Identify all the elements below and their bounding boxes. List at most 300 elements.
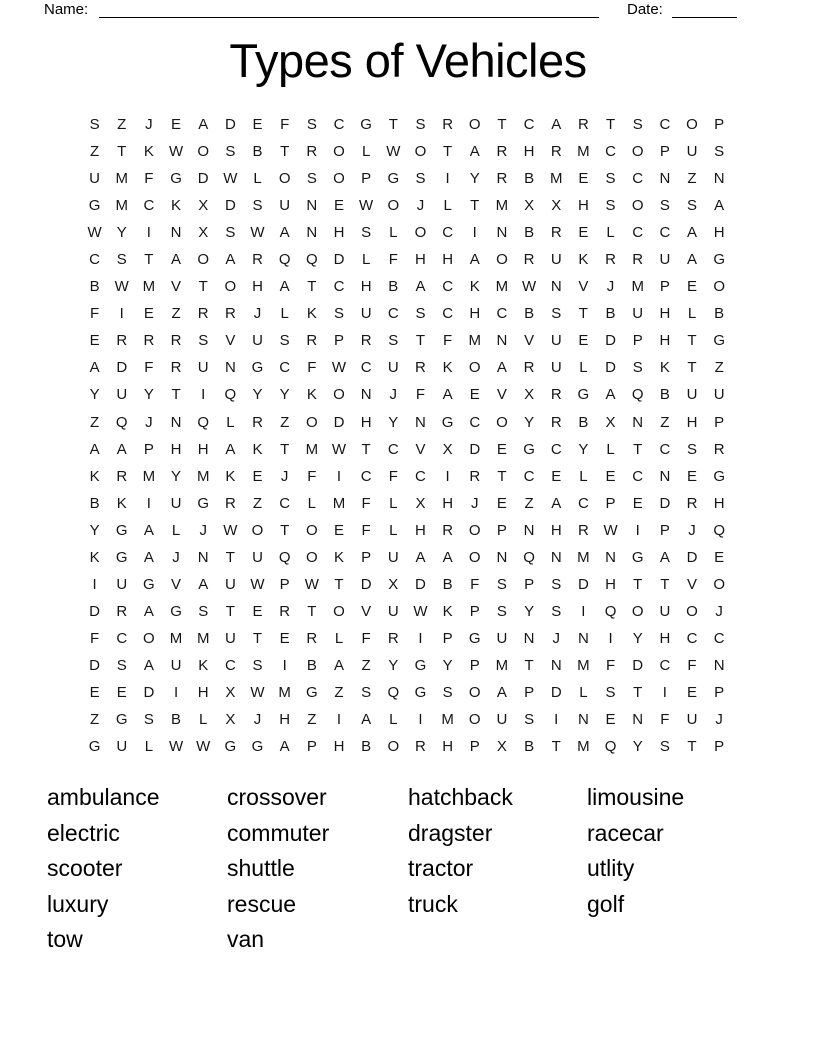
grid-letter: E [605, 711, 616, 729]
grid-letter: N [632, 413, 644, 431]
grid-letter: C [387, 305, 399, 323]
grid-letter: J [253, 305, 262, 323]
grid-letter: X [524, 197, 535, 215]
grid-letter: R [143, 332, 155, 350]
grid-letter: F [415, 386, 426, 404]
grid-letter: N [496, 332, 508, 350]
grid-letter: U [550, 332, 562, 350]
word-list [47, 780, 762, 958]
grid-letter: N [659, 170, 671, 188]
grid-letter: A [333, 656, 344, 674]
grid-letter: R [224, 305, 236, 323]
grid-row [81, 625, 733, 652]
grid-letter: Y [442, 656, 453, 674]
grid-letter: S [605, 170, 616, 188]
grid-letter: S [252, 197, 263, 215]
grid-letter: F [361, 521, 371, 539]
grid-letter: P [361, 548, 372, 566]
grid-letter: I [173, 684, 179, 701]
grid-letter: O [496, 413, 508, 431]
grid-letter: Z [714, 359, 724, 377]
grid-letter: T [307, 278, 317, 296]
grid-letter: O [224, 278, 237, 296]
grid-letter: L [389, 521, 398, 539]
grid-letter: C [550, 440, 562, 458]
grid-letter: S [659, 738, 670, 756]
grid-letter: E [333, 197, 344, 215]
grid-letter: K [143, 143, 154, 161]
grid-letter: M [577, 548, 590, 566]
grid-letter: T [660, 575, 670, 593]
grid-letter: C [224, 656, 236, 674]
grid-letter: C [116, 629, 128, 647]
grid-row [81, 192, 733, 219]
grid-letter: G [115, 521, 128, 539]
grid-letter: H [523, 143, 535, 161]
grid-letter: Q [278, 251, 291, 269]
grid-letter: T [198, 278, 208, 296]
grid-letter: R [523, 359, 535, 377]
grid-letter: C [387, 440, 399, 458]
grid-letter: D [89, 602, 100, 620]
grid-letter: E [496, 440, 507, 458]
grid-letter: D [605, 359, 616, 377]
grid-letter: I [472, 224, 477, 242]
grid-letter: A [279, 278, 290, 296]
grid-letter: C [415, 467, 426, 485]
grid-letter: B [361, 738, 372, 756]
grid-letter: U [686, 386, 698, 404]
word-list-column [408, 780, 587, 958]
grid-letter: C [713, 629, 725, 647]
grid-letter: N [496, 548, 508, 566]
grid-letter: G [631, 548, 644, 566]
grid-row [81, 598, 733, 625]
grid-letter: S [415, 170, 426, 188]
grid-letter: B [442, 575, 453, 593]
grid-letter: L [579, 467, 588, 485]
grid-letter: Z [89, 711, 100, 729]
grid-letter: G [224, 738, 237, 756]
grid-letter: D [333, 251, 345, 269]
grid-letter: U [632, 305, 644, 323]
word-item: racecar [587, 819, 664, 846]
grid-letter: Q [278, 548, 291, 566]
grid-letter: Z [361, 656, 371, 674]
grid-letter: P [714, 684, 725, 701]
grid-letter: G [197, 494, 210, 512]
grid-letter: B [306, 656, 317, 674]
grid-letter: T [225, 602, 235, 620]
grid-letter: J [389, 386, 398, 404]
grid-row [81, 490, 733, 517]
grid-letter: Z [334, 684, 344, 701]
grid-letter: N [306, 224, 318, 242]
grid-letter: G [713, 251, 725, 269]
word-item: truck [408, 890, 458, 917]
word-item: golf [587, 890, 625, 917]
grid-letter: L [144, 738, 154, 756]
grid-letter: K [306, 386, 317, 404]
grid-letter: O [686, 116, 698, 134]
grid-letter: P [442, 629, 453, 647]
word-item: shuttle [227, 855, 295, 882]
grid-letter: Z [252, 494, 263, 512]
name-fill-line [99, 0, 599, 18]
grid-letter: H [469, 305, 481, 323]
grid-letter: R [713, 440, 725, 458]
grid-letter: G [251, 359, 264, 377]
grid-letter: C [442, 224, 454, 242]
grid-letter: E [171, 116, 182, 134]
grid-letter: E [279, 629, 290, 647]
grid-letter: M [115, 170, 128, 188]
grid-letter: A [687, 251, 698, 269]
grid-letter: H [605, 575, 616, 593]
grid-row [81, 409, 733, 436]
grid-letter: N [605, 548, 616, 566]
grid-letter: O [468, 548, 481, 566]
grid-letter: L [280, 305, 289, 323]
grid-letter: X [198, 197, 209, 215]
grid-letter: L [443, 197, 452, 215]
grid-letter: O [251, 521, 264, 539]
grid-letter: G [387, 170, 400, 188]
grid-letter: L [307, 494, 316, 512]
word-list-column [587, 780, 762, 958]
grid-letter: A [171, 251, 182, 269]
grid-letter: J [715, 602, 723, 620]
grid-letter: A [415, 548, 426, 566]
grid-letter: P [469, 738, 480, 756]
grid-letter: U [550, 359, 562, 377]
grid-letter: O [468, 359, 481, 377]
word-item: commuter [227, 819, 330, 846]
grid-letter: P [143, 440, 154, 458]
grid-letter: F [361, 494, 371, 512]
grid-letter: N [713, 170, 725, 188]
grid-letter: R [170, 359, 182, 377]
grid-letter: E [687, 278, 698, 296]
grid-letter: C [632, 467, 644, 485]
grid-letter: A [551, 494, 562, 512]
grid-letter: T [578, 305, 588, 323]
grid-letter: C [469, 413, 481, 431]
grid-letter: S [306, 116, 317, 134]
grid-letter: B [89, 278, 100, 296]
grid-letter: J [606, 278, 615, 296]
grid-letter: G [414, 684, 427, 701]
grid-letter: X [225, 684, 236, 701]
grid-letter: S [605, 197, 616, 215]
grid-letter: T [524, 656, 534, 674]
grid-letter: D [360, 575, 372, 593]
grid-letter: D [550, 684, 562, 701]
word-item: dragster [408, 819, 493, 846]
grid-letter: T [144, 251, 154, 269]
grid-letter: X [225, 711, 236, 729]
grid-letter: D [605, 332, 616, 350]
grid-letter: P [605, 494, 616, 512]
grid-letter: T [280, 143, 290, 161]
grid-letter: S [659, 197, 670, 215]
grid-letter: E [632, 494, 643, 512]
grid-letter: N [577, 711, 589, 729]
grid-letter: R [360, 332, 372, 350]
grid-letter: A [89, 440, 100, 458]
grid-letter: A [361, 711, 372, 729]
grid-letter: C [333, 278, 345, 296]
word-item: limousine [587, 784, 685, 810]
grid-letter: T [551, 738, 561, 756]
grid-letter: W [114, 278, 129, 296]
grid-letter: M [169, 629, 183, 647]
grid-letter: G [251, 738, 264, 756]
grid-letter: E [578, 224, 589, 242]
grid-letter: W [521, 278, 537, 296]
grid-letter: U [116, 575, 128, 593]
grid-letter: A [415, 278, 426, 296]
grid-letter: M [115, 197, 128, 215]
grid-letter: A [198, 575, 209, 593]
grid-letter: Q [523, 548, 535, 566]
grid-letter: S [361, 684, 372, 701]
grid-letter: L [389, 711, 398, 729]
grid-letter: S [225, 143, 236, 161]
grid-letter: K [171, 197, 182, 215]
grid-letter: U [387, 359, 399, 377]
grid-letter: U [279, 197, 291, 215]
grid-letter: T [687, 332, 697, 350]
grid-letter: H [686, 413, 698, 431]
grid-letter: S [388, 332, 399, 350]
grid-letter: N [577, 629, 589, 647]
grid-letter: W [223, 170, 238, 188]
grid-letter: H [442, 251, 454, 269]
grid-letter: W [223, 521, 238, 539]
grid-letter: P [659, 278, 670, 296]
grid-letter: R [496, 170, 508, 188]
grid-letter: R [686, 494, 698, 512]
grid-letter: N [306, 197, 318, 215]
grid-letter: J [253, 711, 262, 729]
grid-letter: R [415, 738, 426, 756]
grid-letter: C [333, 116, 345, 134]
grid-letter: H [360, 413, 372, 431]
grid-letter: G [523, 440, 535, 458]
grid-letter: W [304, 575, 319, 593]
grid-letter: M [495, 278, 509, 296]
grid-letter: O [197, 143, 210, 161]
grid-letter: Z [687, 170, 697, 188]
grid-letter: U [496, 711, 508, 729]
grid-letter: S [252, 656, 263, 674]
grid-letter: A [279, 224, 290, 242]
grid-letter: E [605, 467, 616, 485]
grid-letter: A [496, 359, 507, 377]
grid-letter: K [198, 656, 209, 674]
grid-letter: B [578, 413, 589, 431]
grid-letter: O [333, 386, 345, 404]
grid-row [81, 381, 733, 408]
grid-letter: I [92, 575, 97, 593]
grid-letter: B [524, 305, 535, 323]
grid-letter: B [388, 278, 399, 296]
grid-letter: S [605, 684, 616, 701]
grid-letter: U [224, 575, 236, 593]
grid-letter: W [87, 224, 102, 242]
grid-letter: M [441, 711, 454, 729]
grid-letter: B [171, 711, 182, 729]
grid-letter: S [225, 224, 236, 242]
grid-letter: W [250, 575, 265, 593]
grid-letter: P [469, 602, 480, 620]
grid-letter: E [116, 684, 127, 701]
grid-letter: T [605, 116, 616, 134]
grid-letter: V [496, 386, 507, 404]
grid-letter: Y [89, 521, 100, 539]
grid-letter: J [172, 548, 180, 566]
word-list-column [227, 780, 408, 958]
grid-letter: R [387, 629, 399, 647]
grid-row [81, 733, 733, 760]
grid-letter: G [143, 575, 155, 593]
grid-letter: P [659, 521, 670, 539]
grid-letter: R [415, 359, 426, 377]
grid-row [81, 706, 733, 733]
grid-letter: S [415, 116, 426, 134]
grid-letter: S [442, 684, 453, 701]
grid-letter: Q [713, 521, 725, 539]
grid-letter: A [605, 386, 616, 404]
grid-letter: M [495, 656, 509, 674]
grid-letter: C [659, 224, 671, 242]
grid-letter: M [332, 494, 346, 512]
grid-letter: L [171, 521, 181, 539]
grid-letter: G [414, 656, 427, 674]
grid-letter: S [198, 602, 209, 620]
grid-letter: C [442, 305, 454, 323]
grid-letter: T [633, 440, 643, 458]
grid-letter: D [143, 684, 155, 701]
grid-letter: R [577, 521, 589, 539]
grid-letter: H [360, 278, 372, 296]
grid-letter: F [307, 359, 317, 377]
grid-letter: I [445, 170, 450, 188]
grid-letter: T [415, 332, 426, 350]
grid-letter: H [170, 440, 182, 458]
grid-letter: B [89, 494, 100, 512]
grid-letter: F [361, 629, 371, 647]
grid-letter: G [115, 711, 128, 729]
grid-letter: I [662, 684, 667, 701]
grid-letter: E [551, 467, 562, 485]
grid-letter: E [687, 684, 698, 701]
grid-row [81, 652, 733, 679]
grid-letter: F [388, 251, 398, 269]
grid-letter: E [143, 305, 154, 323]
grid-letter: O [713, 278, 725, 296]
grid-letter: S [687, 440, 698, 458]
grid-letter: N [360, 386, 372, 404]
grid-letter: J [145, 413, 153, 431]
grid-letter: R [605, 251, 616, 269]
grid-letter: C [523, 467, 535, 485]
grid-letter: Q [197, 413, 210, 431]
grid-letter: G [468, 629, 481, 647]
grid-letter: H [415, 251, 426, 269]
grid-letter: J [145, 116, 153, 134]
grid-letter: T [443, 143, 453, 161]
grid-letter: W [386, 143, 401, 161]
grid-letter: O [414, 224, 427, 242]
grid-letter: S [524, 711, 535, 729]
grid-letter: B [524, 738, 535, 756]
grid-letter: W [250, 684, 265, 701]
grid-letter: K [659, 359, 670, 377]
grid-letter: O [713, 575, 725, 593]
grid-letter: B [524, 170, 535, 188]
grid-letter: V [225, 332, 236, 350]
word-item: scooter [47, 855, 123, 882]
grid-letter: R [252, 251, 263, 269]
grid-letter: I [445, 467, 450, 485]
grid-row [81, 273, 733, 300]
grid-letter: D [686, 548, 698, 566]
grid-letter: D [89, 656, 100, 674]
grid-letter: C [360, 359, 372, 377]
grid-letter: N [224, 359, 236, 377]
grid-letter: T [497, 116, 507, 134]
date-label: Date: [627, 1, 663, 18]
grid-letter: Q [224, 386, 237, 404]
grid-letter: P [659, 143, 670, 161]
grid-letter: P [632, 332, 643, 350]
grid-letter: M [142, 278, 156, 296]
grid-letter: C [279, 359, 291, 377]
grid-letter: R [279, 602, 291, 620]
grid-letter: T [388, 116, 398, 134]
grid-letter: R [550, 386, 562, 404]
grid-letter: C [523, 116, 535, 134]
grid-letter: W [603, 521, 618, 539]
grid-letter: A [143, 521, 154, 539]
grid-letter: R [550, 224, 562, 242]
grid-letter: I [336, 467, 342, 485]
grid-letter: F [89, 629, 100, 647]
grid-letter: K [116, 494, 127, 512]
grid-letter: E [252, 467, 263, 485]
grid-letter: R [550, 413, 562, 431]
grid-letter: R [116, 602, 128, 620]
grid-letter: F [470, 575, 480, 593]
grid-letter: W [359, 197, 374, 215]
grid-letter: P [714, 116, 725, 134]
grid-letter: V [415, 440, 426, 458]
grid-letter: Y [279, 386, 290, 404]
grid-letter: Y [578, 440, 589, 458]
grid-letter: P [714, 738, 725, 756]
grid-letter: E [714, 548, 725, 566]
grid-letter: R [577, 116, 589, 134]
grid-letter: G [88, 197, 101, 215]
word-item: rescue [227, 890, 297, 917]
grid-letter: M [196, 629, 210, 647]
grid-letter: C [605, 143, 616, 161]
grid-row [81, 246, 733, 273]
grid-letter: T [687, 738, 697, 756]
grid-letter: I [146, 494, 151, 512]
